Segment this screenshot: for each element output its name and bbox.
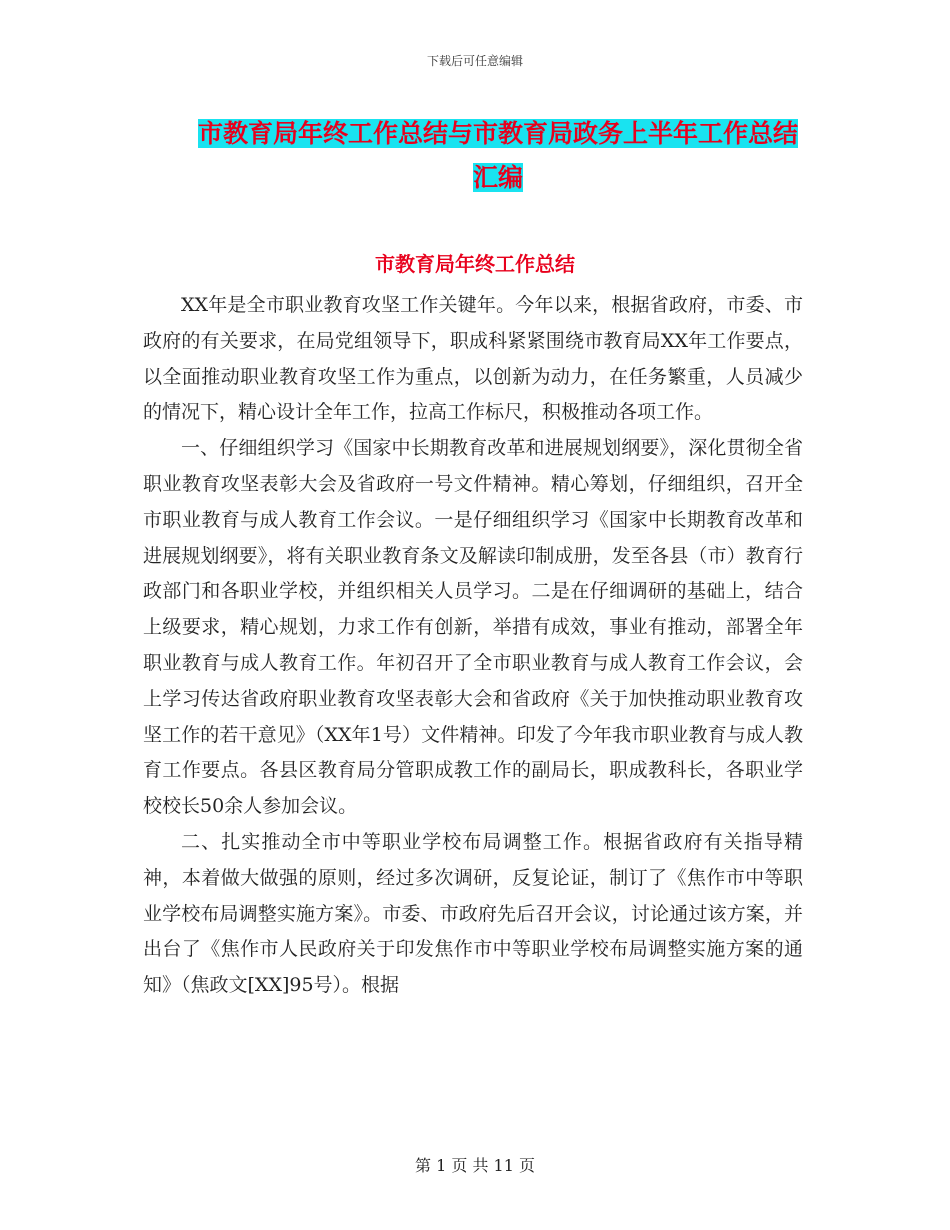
page-header-note: 下载后可任意编辑 [426,54,523,68]
body-paragraph: XX年是全市职业教育攻坚工作关键年。今年以来，根据省政府，市委、市政府的有关要求，在局党组领导下，职成科紧紧围绕市教育局XX年工作要点，以全面推动职业教育攻坚工作为重点，以创新为动力，在任务繁重，人员减少的情况下，精心设计全年工作，拉高工作标尺，积极推动各项工作。 [143,294,803,424]
document-title-text: 市教育局年终工作总结与市教育局政务上半年工作总结汇编 [197,119,798,192]
page-number: 第 1 页 共 11 页 [415,1156,535,1175]
body-paragraph: 二、扎实推动全市中等职业学校布局调整工作。根据省政府有关指导精神，本着做大做强的原则，经过多次调研，反复论证，制订了《焦作市中等职业学校布局调整实施方案》。市委、市政府先后召开会议，讨论通过该方案，并出台了《焦作市人民政府关于印发焦作市中等职业学校布局调整实施方案的通知》（焦政文[XX]95号）。根据 [143,830,803,997]
body-paragraph: 一、仔细组织学习《国家中长期教育改革和进展规划纲要》，深化贯彻全省职业教育攻坚表彰大会及省政府一号文件精神。精心筹划，仔细组织，召开全市职业教育与成人教育工作会议。一是仔细组织学习《国家中长期教育改革和进展规划纲要》，将有关职业教育条文及解读印制成册，发至各县（市）教育行政部门和各职业学校，并组织相关人员学习。二是在仔细调研的基础上，结合上级要求，精心规划，力求工作有创新，举措有成效，事业有推动，部署全年职业教育与成人教育工作。年初召开了全市职业教育与成人教育工作会议，会上学习传达省政府职业教育攻坚表彰大会和省政府《关于加快推动职业教育攻坚工作的若干意见》（XX年1号）文件精神。印发了今年我市职业教育与成人教育工作要点。各县区教育局分管职成教工作的副局长，职成教科长，各职业学校校长50余人参加会议。 [143,437,803,818]
document-body [143,288,803,1004]
section-title: 市教育局年终工作总结 [375,252,575,276]
document-title [193,112,803,200]
